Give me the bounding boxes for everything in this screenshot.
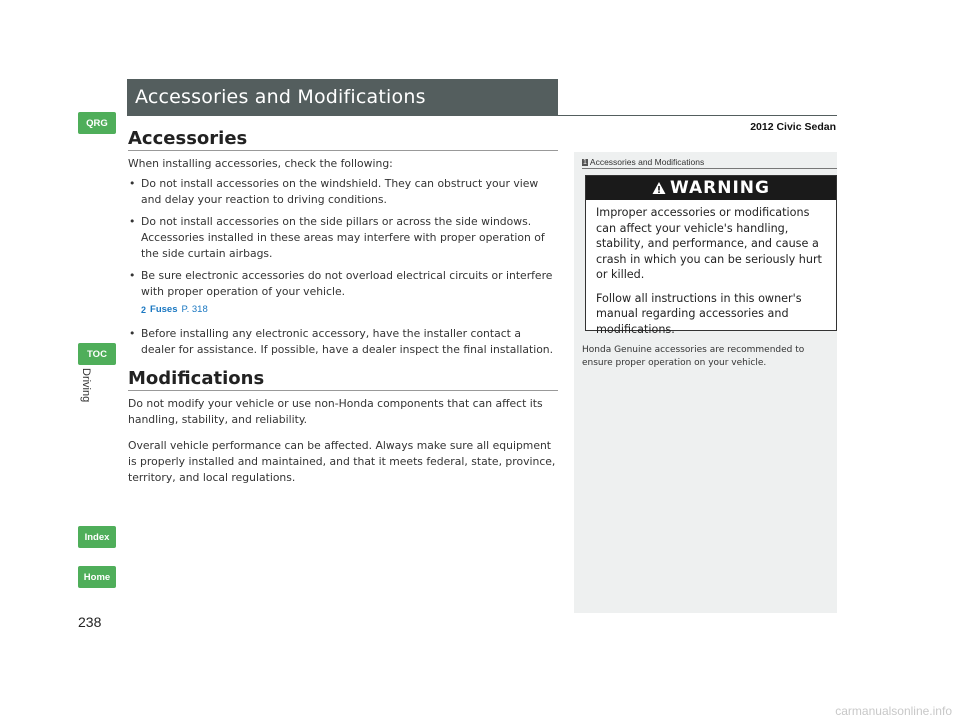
warning-text [586, 200, 836, 342]
xref-arrow-icon: 2 [141, 305, 147, 315]
watermark: carmanualsonline.info [835, 704, 952, 718]
sidebar-note: Honda Genuine accessories are recommended to ensure proper operation on your vehicle. [582, 345, 805, 368]
xref-label: Fuses [150, 304, 178, 315]
warning-paragraph-1: Improper accessories or modifications can affect your vehicle's handling, stability, and performance, and cause a crash in which you can be seriously hurt or killed. [596, 206, 822, 281]
chapter-title-bar [127, 79, 558, 115]
sidebar-marker-icon: 1 [583, 158, 587, 166]
page-number: 238 [78, 614, 102, 630]
modifications-rule [128, 390, 558, 391]
home-tab[interactable]: Home [78, 566, 116, 588]
list-item: • Do not install accessories on the windshield. They can obstruct your view and delay your reaction to driving conditions. [129, 177, 539, 206]
vehicle-model: 2012 Civic Sedan [750, 121, 836, 133]
sidebar-title-rule [582, 168, 837, 169]
warning-label: WARNING [670, 178, 770, 198]
index-tab[interactable]: Index [78, 526, 116, 548]
modifications-body [128, 396, 558, 486]
section-label: Driving [80, 368, 92, 403]
sidebar-title: 1 Accessories and Modifications [583, 157, 705, 167]
accessories-heading: Accessories [128, 128, 248, 149]
list-item: • Before installing any electronic accessory, have the installer contact a dealer for assistance. If possible, have a dealer inspect the final installation. [129, 327, 554, 356]
modifications-para-2: Overall vehicle performance can be affected. Always make sure all equipment is properly installed and maintained, and that it meets federal, state, province, territory, and local regulations. [128, 439, 556, 484]
modifications-para-1: Do not modify your vehicle or use non-Honda components that can affect its handling, stability, and reliability. [128, 397, 543, 426]
list-item: • Do not install accessories on the side pillars or across the side windows. Accessories installed in these areas may interfere with proper operation of the side curtain airbags. [129, 215, 545, 260]
warning-triangle-icon [652, 181, 666, 195]
warning-header [586, 176, 836, 200]
fuses-link[interactable] [141, 302, 558, 318]
header-rule [127, 115, 837, 116]
warning-box [585, 175, 837, 336]
accessories-intro: When installing accessories, check the following: [128, 157, 393, 170]
modifications-heading: Modifications [128, 368, 265, 389]
warning-paragraph-2: Follow all instructions in this owner's manual regarding accessories and modifications. [596, 291, 802, 336]
toc-tab[interactable]: TOC [78, 343, 116, 365]
list-item: • Be sure electronic accessories do not overload electrical circuits or interfere with proper operation of your vehicle. [129, 269, 553, 298]
accessories-rule [128, 150, 558, 151]
chapter-title: Accessories and Modifications [135, 86, 426, 108]
xref-page: P. 318 [181, 304, 208, 315]
qrg-tab[interactable]: QRG [78, 112, 116, 134]
accessories-body [128, 156, 558, 364]
